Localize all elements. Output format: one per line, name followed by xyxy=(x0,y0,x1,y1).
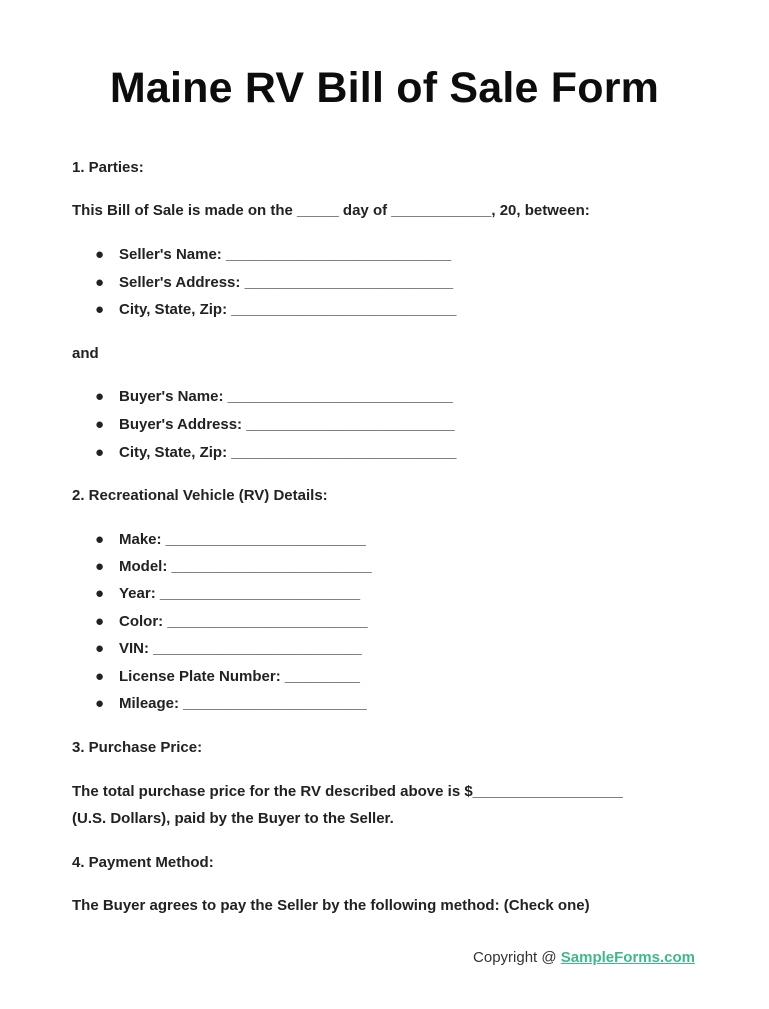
brand-link[interactable]: SampleForms.com xyxy=(560,949,695,966)
bullet-icon: ● xyxy=(95,388,105,405)
rv-make-item xyxy=(95,531,366,549)
buyer-city-label: City, State, Zip: ___________________________ xyxy=(119,444,457,461)
bullet-icon: ● xyxy=(95,444,105,461)
bullet-icon: ● xyxy=(95,301,105,318)
bullet-icon: ● xyxy=(95,640,105,657)
rv-model-item xyxy=(95,558,372,576)
payment-method-heading: 4. Payment Method: xyxy=(72,854,214,871)
rv-color-item xyxy=(95,613,368,631)
rv-details-heading: 2. Recreational Vehicle (RV) Details: xyxy=(72,487,328,504)
rv-mileage-label: Mileage: ______________________ xyxy=(119,695,367,712)
rv-vin-item xyxy=(95,640,362,658)
buyer-name-label: Buyer's Name: ___________________________ xyxy=(119,388,453,405)
page-title: Maine RV Bill of Sale Form xyxy=(109,64,660,112)
buyer-address-label: Buyer's Address: _________________________ xyxy=(119,416,455,433)
bullet-icon: ● xyxy=(95,274,105,291)
parties-intro: This Bill of Sale is made on the _____ day of ____________, 20, between: xyxy=(72,202,590,219)
seller-address-label: Seller's Address: _________________________ xyxy=(119,274,454,291)
payment-method-text: The Buyer agrees to pay the Seller by the following method: (Check one) xyxy=(72,897,590,914)
rv-mileage-item xyxy=(95,695,367,713)
bullet-icon: ● xyxy=(95,695,105,712)
rv-year-item xyxy=(95,585,360,603)
seller-city-label: City, State, Zip: ___________________________ xyxy=(119,301,457,318)
rv-color-label: Color: ________________________ xyxy=(119,613,368,630)
rv-plate-item xyxy=(95,668,360,686)
buyer-city-item xyxy=(95,444,456,462)
bullet-icon: ● xyxy=(95,585,105,602)
rv-plate-label: License Plate Number: _________ xyxy=(119,668,360,685)
rv-make-label: Make: ________________________ xyxy=(119,531,366,548)
copyright-prefix: Copyright @ xyxy=(473,949,561,966)
rv-year-label: Year: ________________________ xyxy=(119,585,361,602)
rv-vin-label: VIN: _________________________ xyxy=(119,640,362,657)
rv-model-label: Model: ________________________ xyxy=(119,558,372,575)
bullet-icon: ● xyxy=(95,416,105,433)
and-text: and xyxy=(72,345,99,362)
parties-heading: 1. Parties: xyxy=(72,159,144,176)
bullet-icon: ● xyxy=(95,531,105,548)
seller-name-item xyxy=(95,246,451,264)
seller-address-item xyxy=(95,274,453,292)
purchase-price-line-2: (U.S. Dollars), paid by the Buyer to the Seller. xyxy=(72,810,394,827)
bullet-icon: ● xyxy=(95,613,105,630)
purchase-price-heading: 3. Purchase Price: xyxy=(72,739,203,756)
seller-city-item xyxy=(95,301,456,319)
bullet-icon: ● xyxy=(95,668,105,685)
bullet-icon: ● xyxy=(95,558,105,575)
buyer-name-item xyxy=(95,388,453,406)
purchase-price-line-1: The total purchase price for the RV described above is $__________________ xyxy=(72,783,623,800)
seller-name-label: Seller's Name: ___________________________ xyxy=(119,246,452,263)
buyer-address-item xyxy=(95,416,455,434)
copyright-footer xyxy=(473,949,695,966)
bullet-icon: ● xyxy=(95,246,105,263)
